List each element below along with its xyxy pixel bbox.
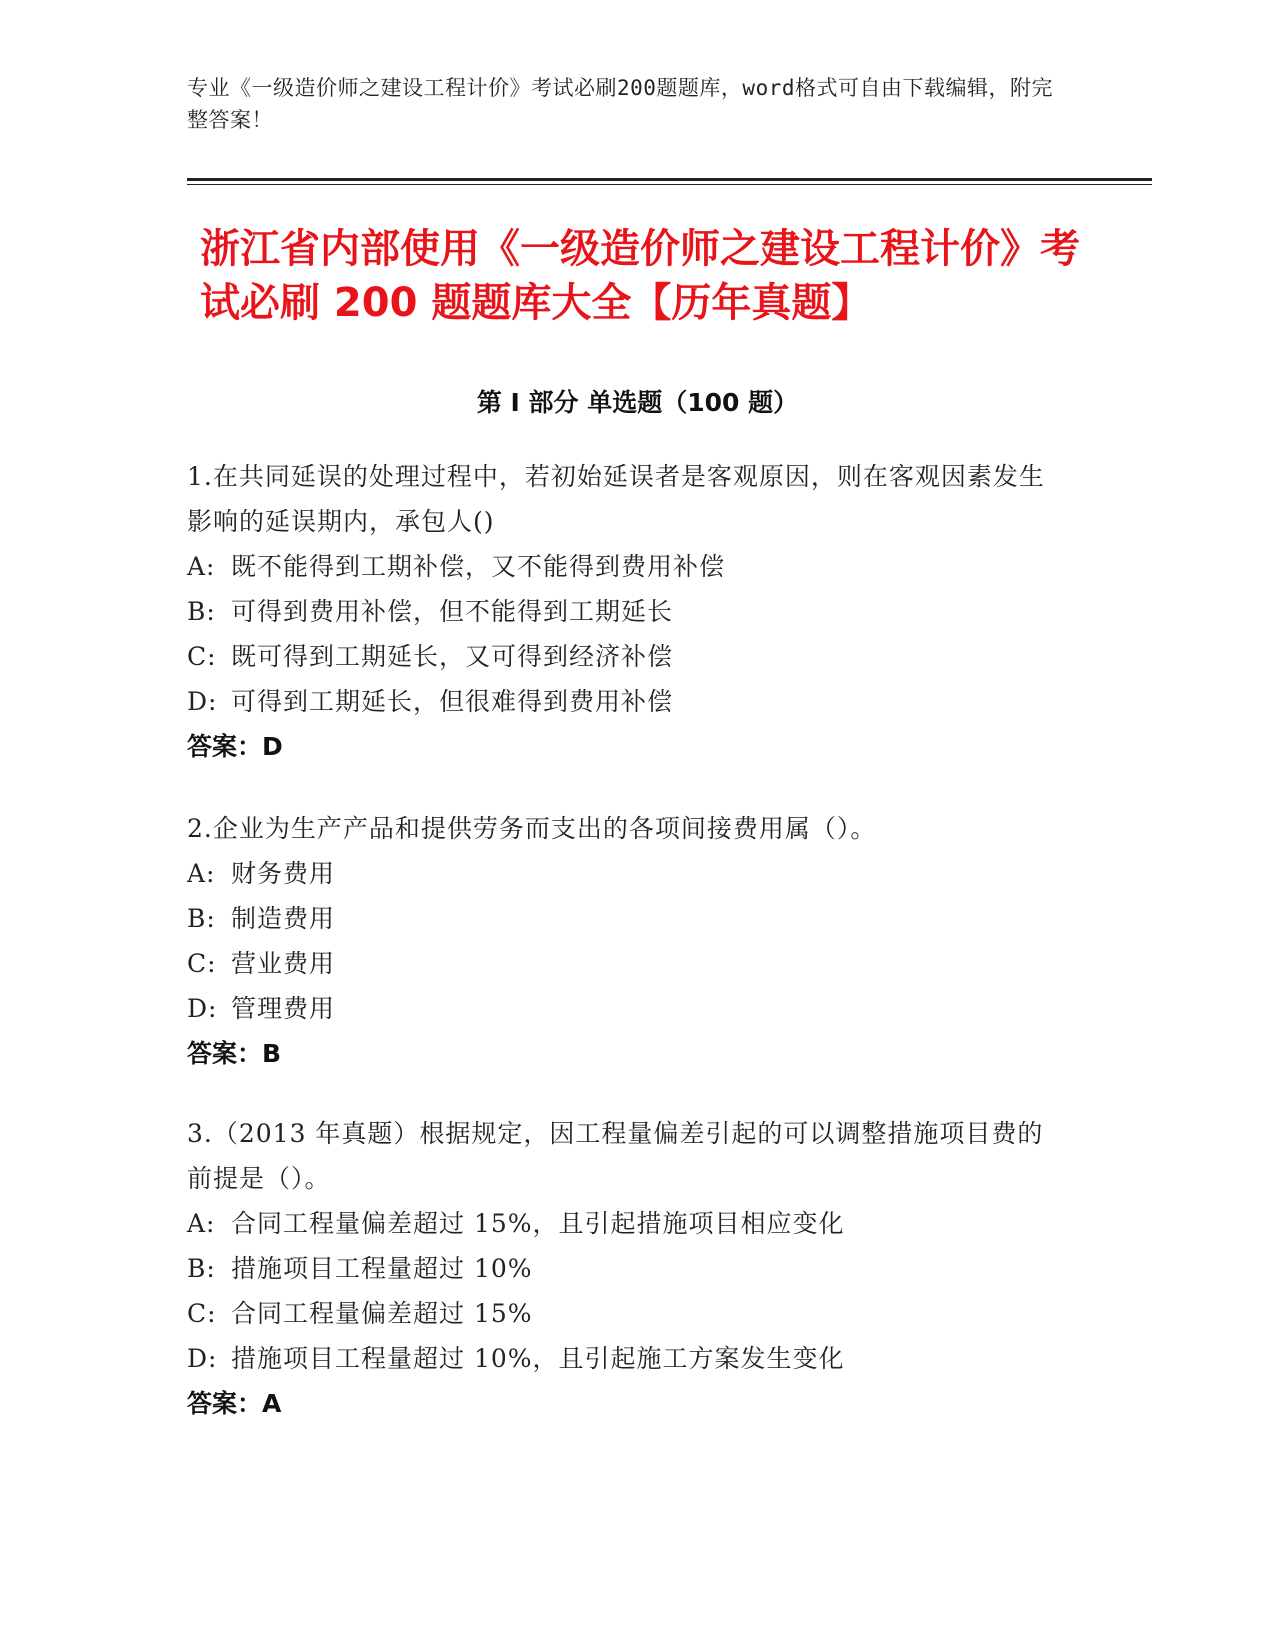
option-key: A: [187, 859, 216, 888]
question-option-a [187, 851, 1067, 896]
option-key: A: [187, 1209, 216, 1238]
question-option-d [187, 986, 1067, 1031]
option-text: 管理费用 [231, 994, 336, 1023]
question-3 [187, 1111, 1067, 1426]
header-rule-thin [187, 184, 1152, 185]
question-option-b [187, 896, 1067, 941]
question-answer: 答案：A [187, 1389, 282, 1418]
option-text: 可得到工期延长，但很难得到费用补偿 [231, 687, 674, 716]
option-key: B: [187, 597, 216, 626]
question-1 [187, 454, 1067, 769]
option-key: D: [187, 687, 218, 716]
option-text: 既可得到工期延长，又可得到经济补偿 [231, 642, 674, 671]
option-text: 措施项目工程量超过 10% [231, 1254, 533, 1283]
option-key: B: [187, 1254, 216, 1283]
question-stem: 2.企业为生产产品和提供劳务而支出的各项间接费用属（）。 [187, 814, 877, 843]
header-rule-thick [187, 178, 1152, 181]
option-text: 既不能得到工期补偿，又不能得到费用补偿 [231, 552, 726, 581]
question-answer: 答案：B [187, 1039, 282, 1068]
question-option-d [187, 679, 1067, 724]
option-text: 营业费用 [231, 949, 336, 978]
header-note: 专业《一级造价师之建设工程计价》考试必刷200题题库，word格式可自由下载编辑，附完整答案！ [187, 76, 1053, 132]
option-key: D: [187, 1344, 218, 1373]
option-key: C: [187, 949, 217, 978]
question-answer: 答案：D [187, 732, 283, 761]
option-key: B: [187, 904, 216, 933]
option-text: 合同工程量偏差超过 15% [231, 1299, 533, 1328]
question-option-c [187, 941, 1067, 986]
document-title: 浙江省内部使用《一级造价师之建设工程计价》考试必刷 200 题题库大全【历年真题】 [200, 226, 1080, 326]
question-2 [187, 806, 1067, 1076]
question-option-a [187, 1201, 1067, 1246]
question-stem: 1.在共同延误的处理过程中，若初始延误者是客观原因，则在客观因素发生影响的延误期内，承包人() [187, 462, 1045, 536]
question-option-b [187, 1246, 1067, 1291]
option-key: C: [187, 1299, 217, 1328]
option-key: A: [187, 552, 216, 581]
question-option-a [187, 544, 1067, 589]
option-key: C: [187, 642, 217, 671]
option-text: 制造费用 [231, 904, 336, 933]
question-option-c [187, 1291, 1067, 1336]
section-title: 第 I 部分 单选题（100 题） [476, 388, 799, 417]
option-text: 合同工程量偏差超过 15%，且引起措施项目相应变化 [231, 1209, 845, 1238]
question-stem: 3.（2013 年真题）根据规定，因工程量偏差引起的可以调整措施项目费的前提是（）。 [187, 1119, 1044, 1193]
question-option-d [187, 1336, 1067, 1381]
question-option-b [187, 589, 1067, 634]
option-text: 可得到费用补偿，但不能得到工期延长 [231, 597, 674, 626]
option-key: D: [187, 994, 218, 1023]
option-text: 财务费用 [231, 859, 336, 888]
option-text: 措施项目工程量超过 10%，且引起施工方案发生变化 [231, 1344, 845, 1373]
question-option-c [187, 634, 1067, 679]
